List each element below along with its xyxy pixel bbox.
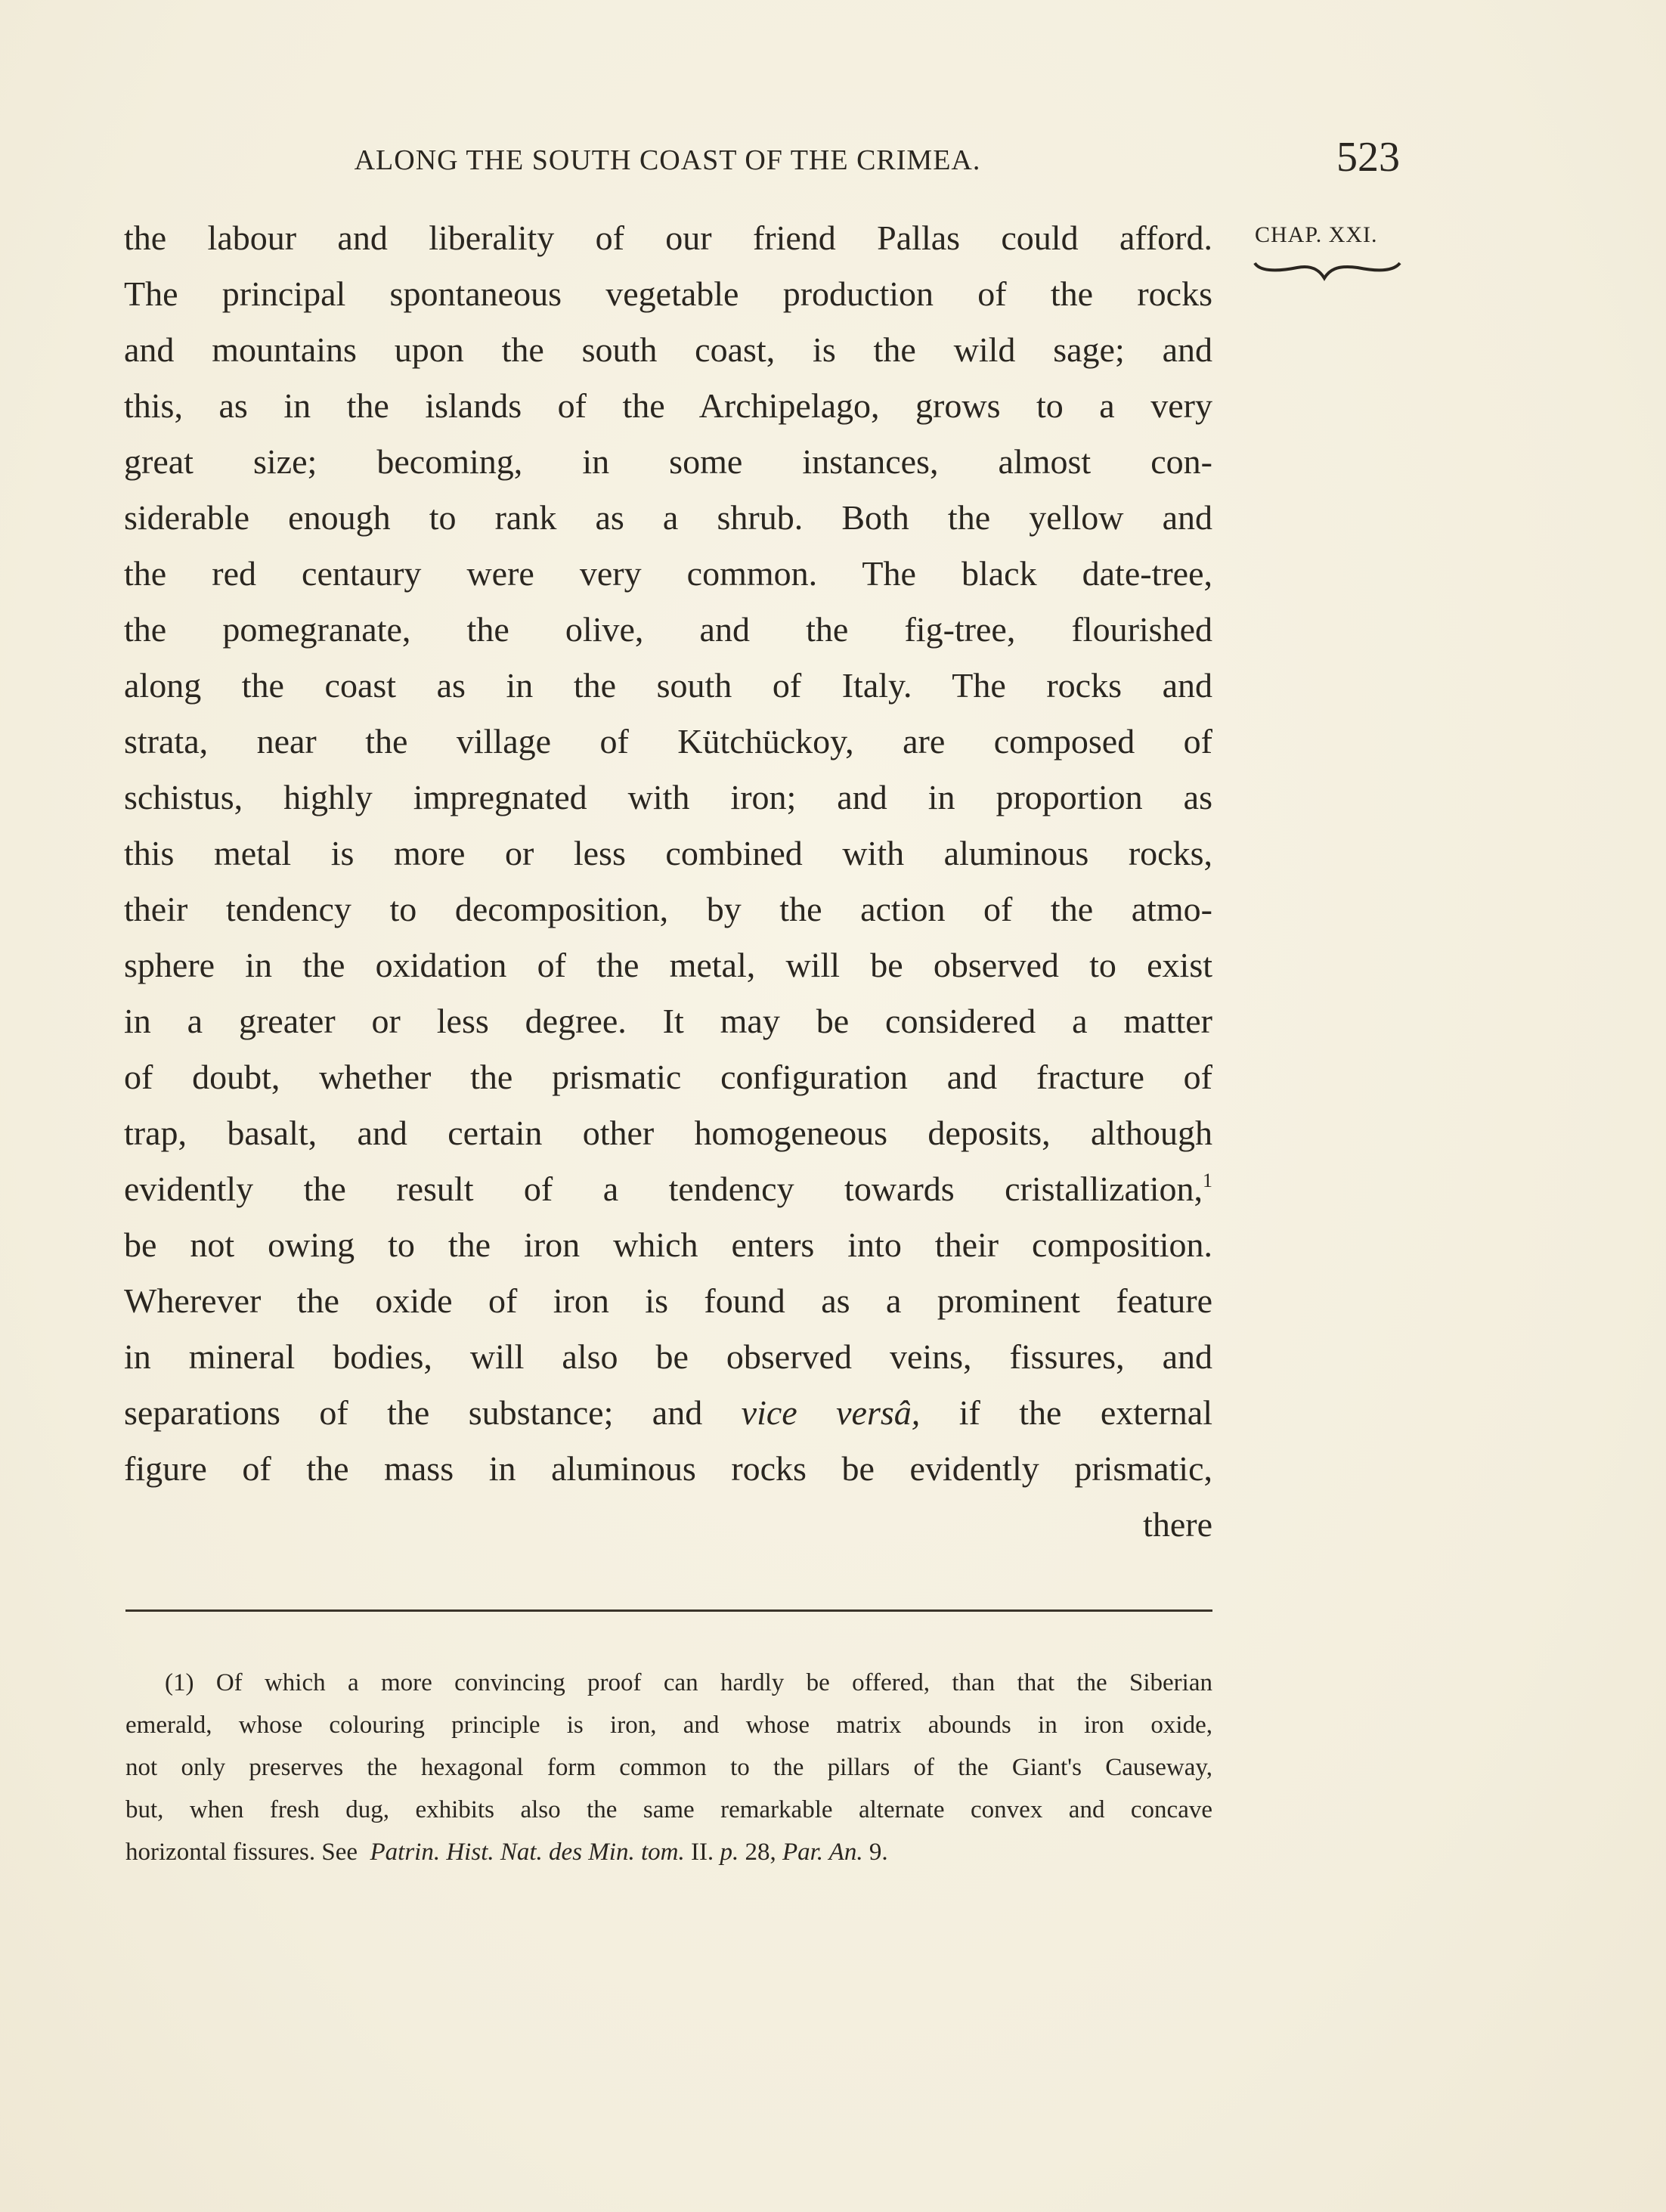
text-line: be not owing to the iron which enters into their composition. bbox=[124, 1225, 1212, 1264]
italic-phrase: vice versâ, bbox=[741, 1393, 921, 1432]
chapter-marginal-label: CHAP. XXI. bbox=[1255, 222, 1378, 247]
footnote-line: but, when fresh dug, exhibits also the same remarkable alternate convex and concave bbox=[125, 1796, 1212, 1823]
text-segment: separations of the substance; and bbox=[124, 1393, 703, 1432]
text-line: trap, basalt, and certain other homogeneous deposits, although bbox=[124, 1114, 1212, 1152]
text-line: this, as in the islands of the Archipelago, grows to a very bbox=[124, 386, 1212, 425]
footnote-line: (1) Of which a more convincing proof can hardly be offered, than that the Siberian bbox=[165, 1669, 1212, 1696]
footnote-separator-rule bbox=[125, 1609, 1212, 1612]
body-text bbox=[124, 210, 1212, 1553]
text-segment: if the external bbox=[958, 1393, 1212, 1432]
text-segment: evidently the result of a tendency towards cristallization, bbox=[124, 1170, 1203, 1208]
text-line: The principal spontaneous vegetable production of the rocks bbox=[124, 274, 1212, 313]
text-line: the pomegranate, the olive, and the fig-tree, flourished bbox=[124, 610, 1212, 649]
text-line-with-footnote-ref bbox=[124, 1161, 1212, 1217]
text-line: the red centaury were very common. The black date-tree, bbox=[124, 554, 1212, 593]
text-line: Wherever the oxide of iron is found as a prominent feature bbox=[124, 1281, 1212, 1320]
text-line: figure of the mass in aluminous rocks be evidently prismatic, bbox=[124, 1449, 1212, 1488]
text-line: strata, near the village of Kütchückoy, are composed of bbox=[124, 722, 1212, 761]
text-segment: horizontal fissures. See bbox=[125, 1839, 358, 1866]
text-line: siderable enough to rank as a shrub. Both the yellow and bbox=[124, 498, 1212, 537]
text-line: their tendency to decomposition, by the action of the atmo- bbox=[124, 890, 1212, 928]
text-line: schistus, highly impregnated with iron; and in proportion as bbox=[124, 778, 1212, 816]
footnote bbox=[125, 1662, 1212, 1873]
text-line: and mountains upon the south coast, is the wild sage; and bbox=[124, 330, 1212, 369]
text-line: great size; becoming, in some instances, almost con- bbox=[124, 442, 1212, 481]
text-line-with-italic bbox=[124, 1385, 1212, 1441]
footnote-line-citation bbox=[125, 1831, 1212, 1873]
text-line: of doubt, whether the prismatic configuration and fracture of bbox=[124, 1058, 1212, 1096]
footnote-line: emerald, whose colouring principle is iron, and whose matrix abounds in iron oxide, bbox=[125, 1712, 1212, 1739]
catchword: there bbox=[1143, 1505, 1212, 1544]
citation-place: Par. An. bbox=[782, 1839, 863, 1866]
footnote-line: not only preserves the hexagonal form common to the pillars of the Giant's Causeway, bbox=[125, 1754, 1212, 1781]
page-number: 523 bbox=[1336, 134, 1400, 181]
text-line: along the coast as in the south of Italy. The rocks and bbox=[124, 666, 1212, 705]
text-line: in a greater or less degree. It may be considered a matter bbox=[124, 1002, 1212, 1040]
text-line: in mineral bodies, will also be observed veins, fissures, and bbox=[124, 1337, 1212, 1376]
text-line: this metal is more or less combined with aluminous rocks, bbox=[124, 834, 1212, 872]
citation-volume: II. bbox=[690, 1839, 714, 1866]
brace-ornament-icon bbox=[1252, 260, 1403, 283]
citation-page: 28, bbox=[745, 1839, 776, 1866]
text-line: the labour and liberality of our friend Pallas could afford. bbox=[124, 218, 1212, 257]
citation-page-abbr: p. bbox=[720, 1839, 739, 1866]
text-line: sphere in the oxidation of the metal, will be observed to exist bbox=[124, 946, 1212, 984]
citation-year: 9. bbox=[869, 1839, 888, 1866]
running-head: ALONG THE SOUTH COAST OF THE CRIMEA. bbox=[354, 144, 981, 176]
footnote-reference[interactable]: 1 bbox=[1203, 1170, 1212, 1191]
citation-title: Patrin. Hist. Nat. des Min. tom. bbox=[370, 1839, 685, 1866]
